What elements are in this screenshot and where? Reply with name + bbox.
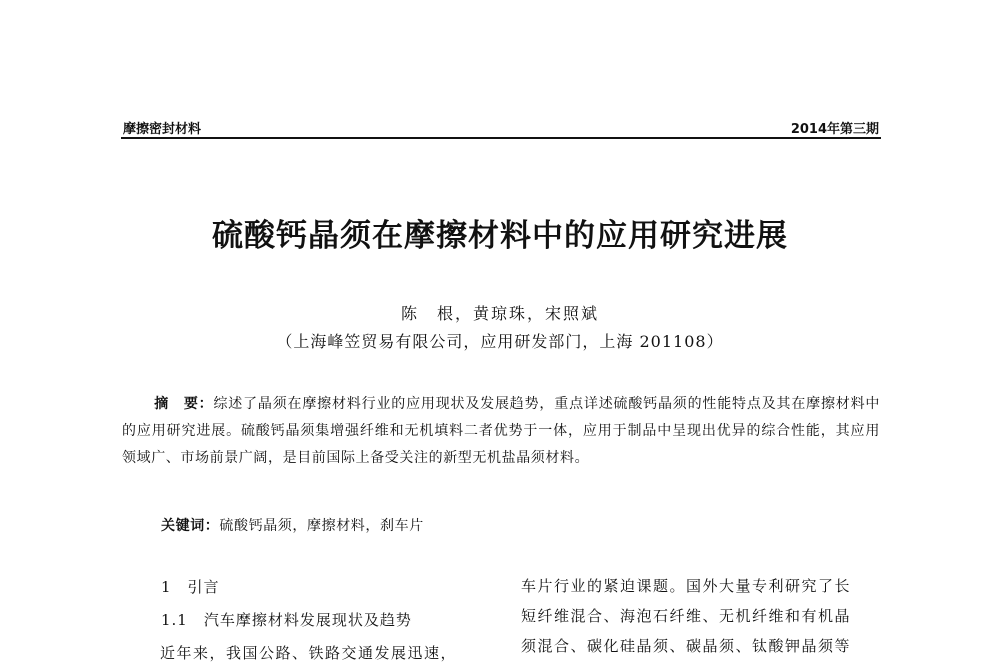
body-paragraph-line: 近年来，我国公路、铁路交通发展迅速， — [160, 644, 458, 662]
abstract — [122, 391, 880, 472]
left-column — [150, 571, 490, 670]
running-header — [123, 118, 879, 136]
abstract-label: 摘 要： — [154, 396, 214, 412]
journal-name: 摩擦密封材料 — [123, 122, 202, 137]
keywords — [161, 515, 424, 535]
right-column — [521, 571, 883, 661]
paper-title: 硫酸钙晶须在摩擦材料中的应用研究进展 — [212, 218, 788, 254]
abstract-text: 综述了晶须在摩擦材料行业的应用现状及发展趋势，重点详述硫酸钙晶须的性能特点及其在摩擦材料中的应用研究进展。硫酸钙晶须集增强纤维和无机填料二者优势于一体，应用于制品中呈现出优异的综合性能，其应用领域广、市场前景广阔，是目前国际上备受关注的新型无机盐晶须材料。 — [122, 396, 881, 466]
body-text-line: 须混合、碳化硅晶须、碳晶须、钛酸钾晶须等 — [521, 637, 852, 655]
keywords-label: 关键词： — [161, 518, 220, 534]
affiliation: （上海峰笠贸易有限公司，应用研发部门，上海 201108） — [276, 332, 724, 351]
header-rule — [121, 137, 881, 139]
author-list: 陈 根，黄琼珠，宋照斌 — [400, 304, 599, 323]
section-heading-1-1: 1.1 汽车摩擦材料发展现状及趋势 — [161, 611, 412, 629]
body-text-line: 短纤维混合、海泡石纤维、无机纤维和有机晶 — [521, 607, 852, 625]
keywords-text: 硫酸钙晶须，摩擦材料，刹车片 — [219, 518, 424, 534]
section-heading-1: 1 引言 — [161, 578, 220, 596]
body-text-line: 车片行业的紧迫课题。国外大量专利研究了长 — [521, 577, 852, 595]
issue-label: 2014年第三期 — [790, 122, 879, 137]
